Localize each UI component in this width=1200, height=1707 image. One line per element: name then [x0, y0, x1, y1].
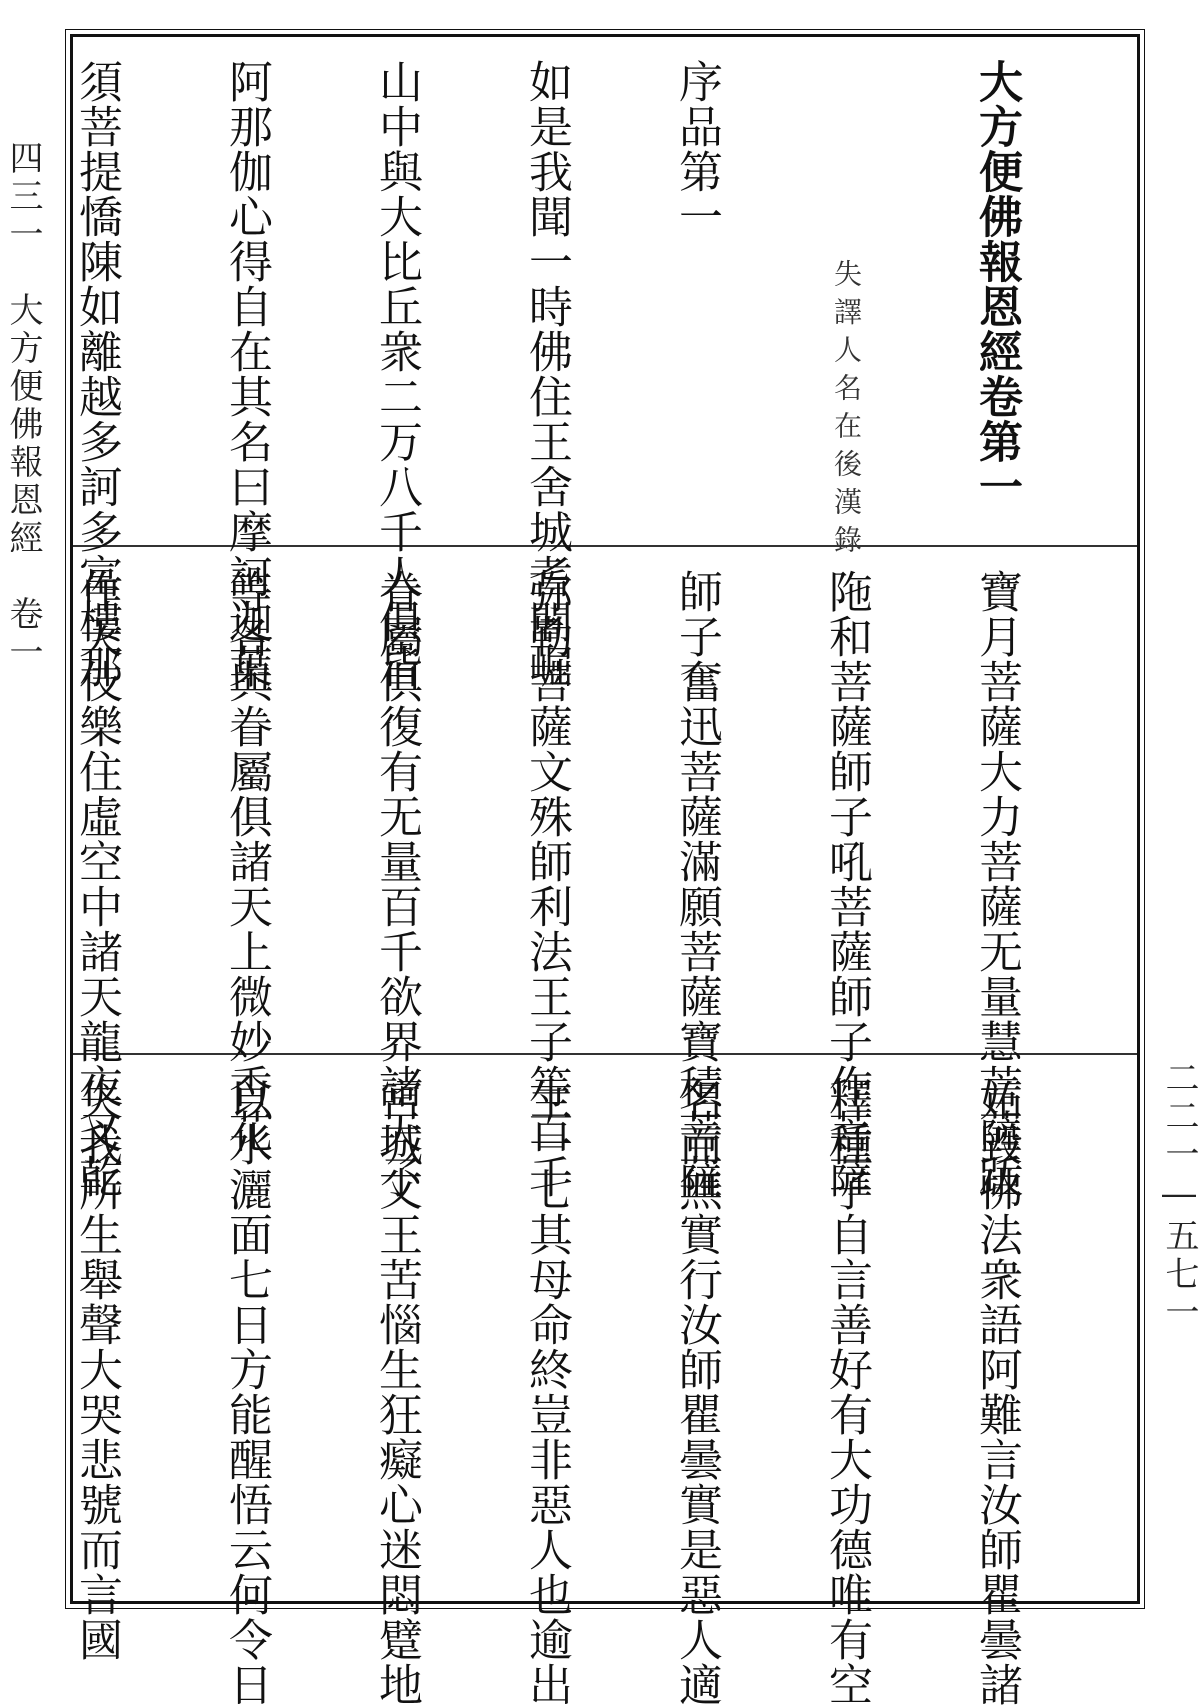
text-column: 眷屬俱復有无量百千欲界諸天子 — [371, 569, 422, 1199]
text-column: 等各與眷屬俱諸天上微妙香花 — [221, 569, 272, 1154]
text-column: 寶月菩薩大力菩薩无量慧菩薩䟦 — [971, 569, 1022, 1199]
translator-credit: 失譯人名在後漢錄 — [830, 259, 863, 563]
margin-label-left: 四三一 大方便佛報恩經 卷一 — [3, 140, 43, 672]
text-column: 名而無實行汝師瞿曇實是惡人適 — [671, 1077, 722, 1707]
text-column: 妬毀佛法衆語阿難言汝師瞿曇諸 — [971, 1077, 1022, 1707]
sutra-title: 大方便佛報恩經卷第一 — [971, 59, 1022, 509]
text-column: 序品第一 — [671, 59, 722, 239]
text-column: 釋種子自言善好有大功德唯有空 — [821, 1077, 872, 1707]
page-frame — [70, 34, 1140, 1707]
text-column: 生一七其母命終豈非惡人也逾出 — [521, 1077, 572, 1707]
text-column: 失我所生舉聲大哭悲號而言國 — [71, 1077, 122, 1662]
text-column: 宮城父王苦惱生狂癡心迷悶躄地 — [371, 1077, 422, 1707]
text-column: 須菩提憍陳如離越多訶多富樓那 — [71, 59, 122, 689]
text-column: 陁和菩薩師子吼菩薩師子作菩薩 — [821, 569, 872, 1199]
text-column: 以水灑面七日方能醒悟云何令日 — [221, 1077, 272, 1707]
register-1 — [71, 37, 1137, 689]
text-column: 如是我聞一時佛住王舍城耆闍崛 — [521, 59, 572, 689]
text-column: 師子奮迅菩薩滿願菩薩寶積菩薩 — [671, 569, 722, 1199]
text-column: 阿那伽心得自在其名曰摩訶迦葉 — [221, 59, 272, 689]
text-column: 弥勒菩薩文殊師利法王子等百千 — [521, 569, 572, 1199]
text-columns — [71, 59, 1121, 689]
text-columns — [71, 569, 1121, 1199]
register-2 — [71, 547, 1137, 1199]
text-columns — [71, 1077, 1121, 1707]
text-column: 作天伎樂住虛空中諸天龍夜叉乾 — [71, 569, 122, 1199]
text-column: 山中與大比丘衆二万八千人俱皆 — [371, 59, 422, 689]
register-3 — [71, 1055, 1137, 1707]
margin-label-right: 二二一―五七一 — [1159, 1060, 1199, 1332]
